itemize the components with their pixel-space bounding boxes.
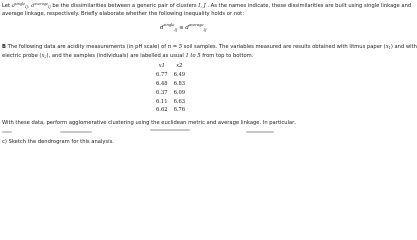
intro-line-1 xyxy=(2,2,411,9)
data-description-line-2: electric probe $(x_2)$, and the samples (individuals) are labelled as usual 1 to 5 from top to bottom. xyxy=(2,53,254,59)
table-cell: 6.83 xyxy=(173,80,186,87)
table-cell: 6.76 xyxy=(173,107,186,114)
table-cell: 6.77 xyxy=(156,72,168,79)
illegible-text-fragment xyxy=(60,131,92,133)
illegible-text-fragment xyxy=(2,131,12,133)
table-cell: 6.49 xyxy=(173,72,186,79)
table-cell: 6.62 xyxy=(156,107,168,114)
table-cell: 6.09 xyxy=(173,89,186,96)
inequality-formula: $d^{single}_{IJ} \le d^{average}_{IJ}$ xyxy=(160,23,207,32)
data-description-line-1: B The following data are acidity measurements (in pH scale) of n = 5 soil samples. The variables measured are results obtained with litmus paper $(x_1)$ and with xyxy=(2,44,417,50)
part-c-question: c) Sketch the dendrogram for this analysis. xyxy=(2,139,114,145)
ph-data-table xyxy=(153,62,188,115)
table-header-row xyxy=(153,62,188,71)
table-row xyxy=(153,97,188,106)
intro-text-c: . As the names indicate, these dissimilarities are built using single linkage and xyxy=(207,3,412,9)
table-cell: 6.63 xyxy=(173,98,186,105)
intro-clusters: I, J xyxy=(198,3,206,9)
table-cell: 6.37 xyxy=(156,89,168,96)
illegible-text-fragment xyxy=(150,129,190,131)
intro-text-a: Let xyxy=(2,3,12,9)
illegible-text-fragment xyxy=(246,131,274,133)
single-linkage-symbol: $d^{single}_{IJ}$, $d^{average}_{IJ}$ xyxy=(11,2,51,9)
part-label-b: B xyxy=(2,44,6,50)
table-header-x2: x2 xyxy=(176,63,183,70)
table-row xyxy=(153,80,188,89)
intro-text-b: be the dissimilarities between a generic pair of clusters xyxy=(52,3,199,9)
table-cell: 6.48 xyxy=(156,80,168,87)
intro-line-2: average linkage, respectively. Briefly elaborate whether the following inequality holds or not: xyxy=(2,11,244,17)
table-cell: 6.11 xyxy=(156,98,168,105)
table-header-x1: x1 xyxy=(158,63,165,70)
method-instruction: With these data, perform agglomerative clustering using the euclidean metric and average linkage. In particular, xyxy=(2,120,296,126)
table-row xyxy=(153,106,188,115)
relation-symbol: ≤ xyxy=(179,25,184,31)
table-row xyxy=(153,71,188,80)
table-row xyxy=(153,88,188,97)
